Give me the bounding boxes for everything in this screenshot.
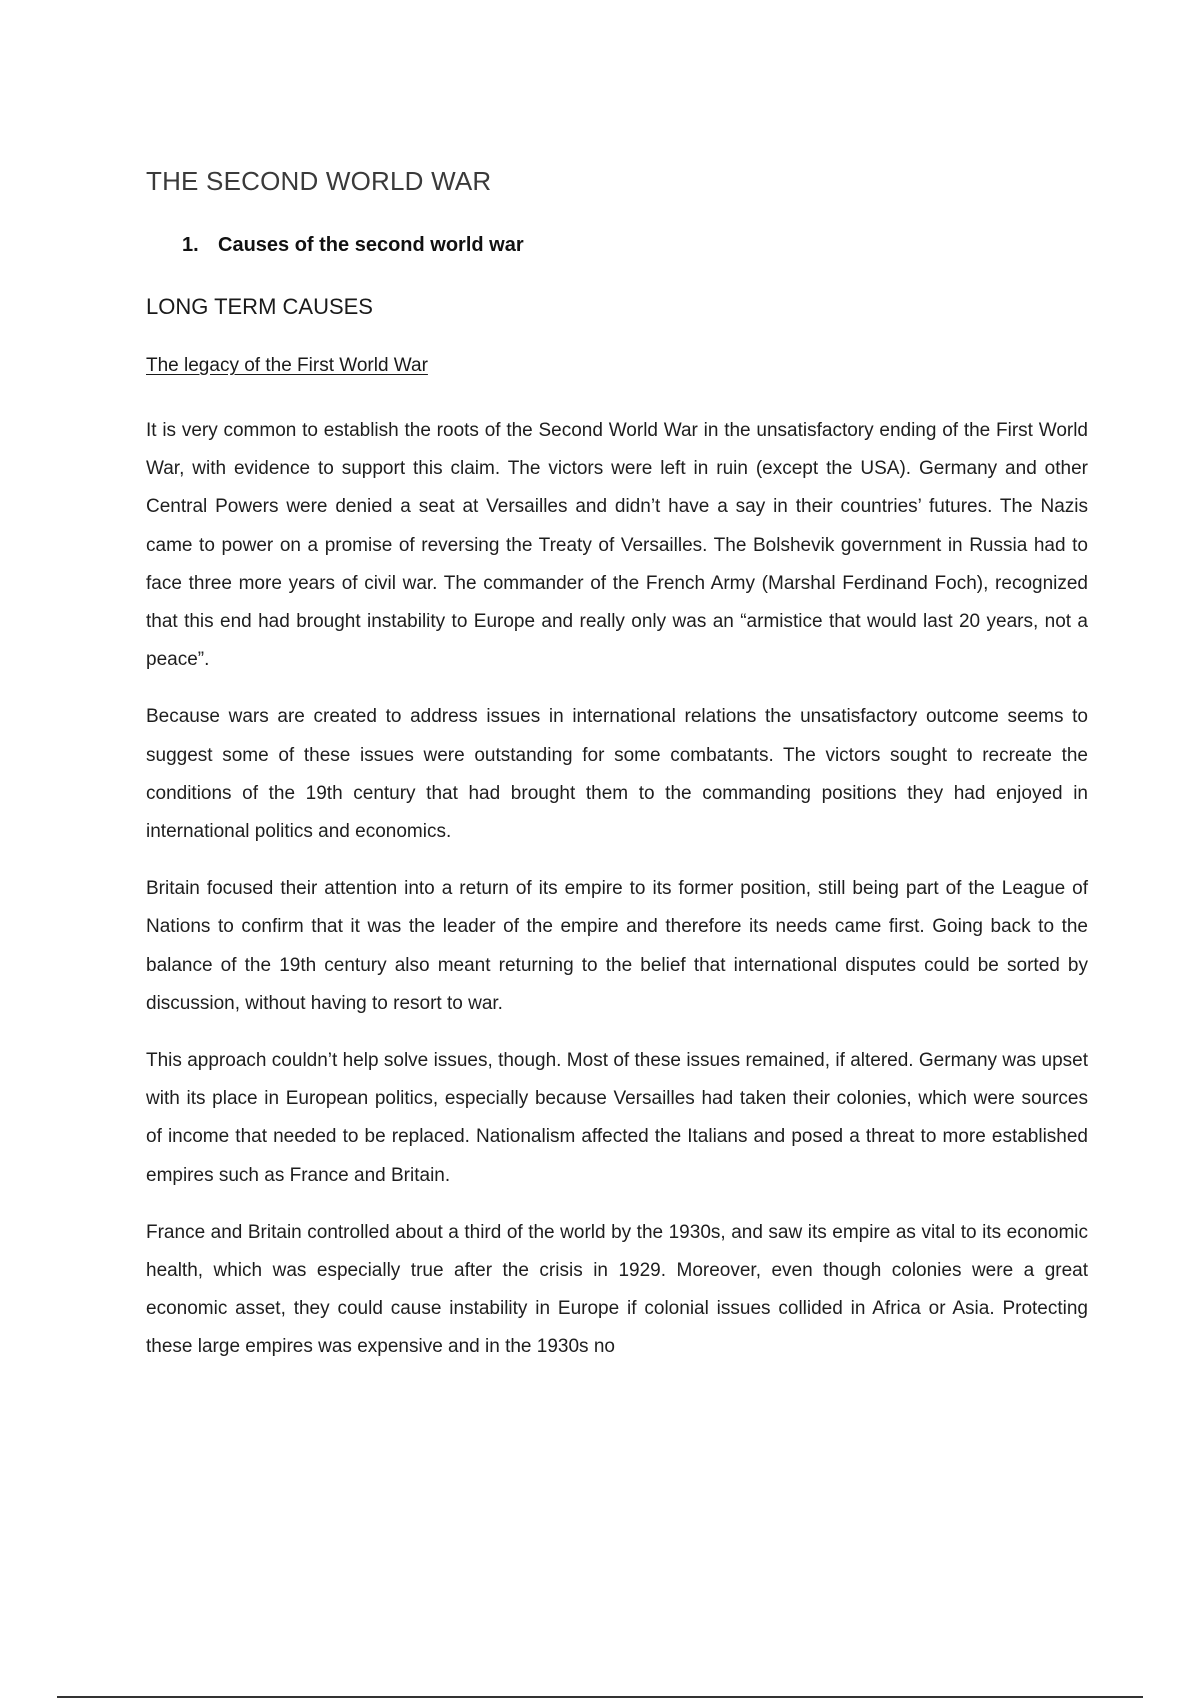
heading-text: Causes of the second world war (218, 234, 524, 256)
paragraph: This approach couldn’t help solve issues, though. Most of these issues remained, if altered. Germany was upset with its place in European politics, especially because Versailles had taken their colonies, which were sources of income that needed to be replaced. Nationalism affected the Italians and posed a threat to more established empires such as France and Britain. (146, 1050, 1088, 1186)
subheading: The legacy of the First World War (146, 355, 428, 376)
numbered-heading (182, 234, 524, 257)
section-heading: LONG TERM CAUSES (146, 294, 373, 319)
paragraph: Because wars are created to address issues in international relations the unsatisfactory outcome seems to suggest some of these issues were outstanding for some combatants. The victors sought to recreate the conditions of the 19th century that had brought them to the commanding positions they had enjoyed in international politics and economics. (146, 706, 1088, 843)
footer-divider (57, 1696, 1143, 1698)
paragraph: France and Britain controlled about a third of the world by the 1930s, and saw its empire as vital to its economic health, which was especially true after the crisis in 1929. Moreover, even though colonies were a great economic asset, they could cause instability in Europe if colonial issues collided in Africa or Asia. Protecting these large empires was expensive and in the 1930s no (146, 1221, 1088, 1358)
paragraph: It is very common to establish the roots of the Second World War in the unsatisfactory ending of the First World War, with evidence to support this claim. The victors were left in ruin (except the USA). Germany and other Central Powers were denied a seat at Versailles and didn’t have a say in their countries’ futures. The Nazis came to power on a promise of reversing the Treaty of Versailles. The Bolshevik government in Russia had to face three more years of civil war. The commander of the French Army (Marshal Ferdinand Foch), recognized that this end had brought instability to Europe and really only was an “armistice that would last 20 years, not a peace”. (146, 420, 1088, 671)
document-title: THE SECOND WORLD WAR (146, 166, 492, 196)
heading-number: 1. (182, 234, 199, 256)
body-text (146, 412, 1088, 1386)
paragraph: Britain focused their attention into a return of its empire to its former position, still being part of the League of Nations to confirm that it was the leader of the empire and therefore its needs came first. Going back to the balance of the 19th century also meant returning to the belief that international disputes could be sorted by discussion, without having to resort to war. (146, 878, 1088, 1014)
